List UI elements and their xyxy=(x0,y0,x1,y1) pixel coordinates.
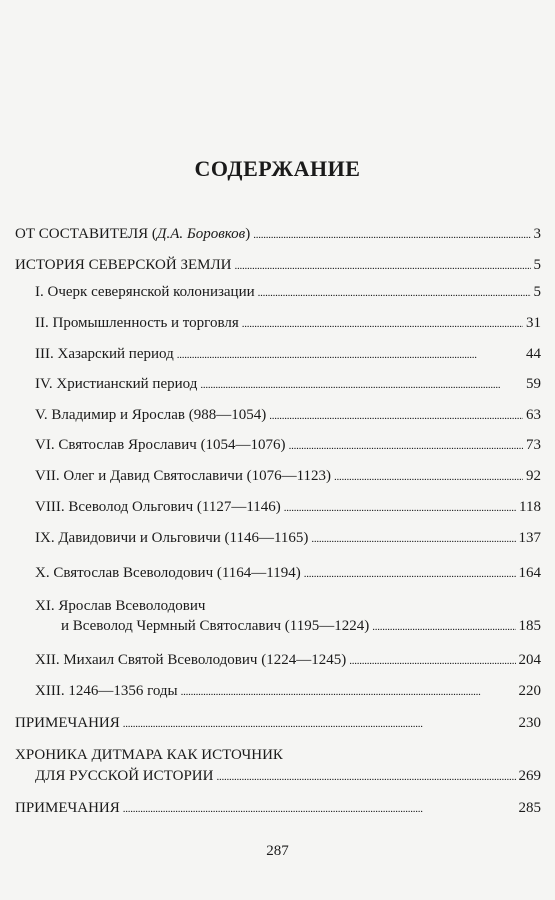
entry-label: IX. Давидовичи и Ольговичи (1146—1165) xyxy=(35,530,309,546)
author-name: Д.А. Боровков xyxy=(156,226,246,242)
page-number: 220 xyxy=(518,683,541,699)
page-number: 59 xyxy=(526,376,541,392)
entry-label: IV. Христианский период xyxy=(35,376,198,392)
page-number: 3 xyxy=(533,226,541,242)
toc-entry xyxy=(35,345,541,364)
entry-label: ДЛЯ РУССКОЙ ИСТОРИИ xyxy=(35,768,214,784)
entry-label: II. Промышленность и торговля xyxy=(35,315,239,331)
leader-dots xyxy=(349,651,515,670)
page-number: 5 xyxy=(533,257,541,273)
toc-entry xyxy=(35,375,541,394)
entry-label: ОТ СОСТАВИТЕЛЯ (Д.А. Боровков) xyxy=(15,226,251,242)
leader-dots xyxy=(177,345,523,364)
toc-entry xyxy=(61,617,541,636)
toc-entry xyxy=(35,682,541,701)
toc-entry xyxy=(15,225,541,244)
page-number: 185 xyxy=(518,618,541,634)
entry-label: VII. Олег и Давид Святославичи (1076—1123) xyxy=(35,468,332,484)
toc-entry xyxy=(35,467,541,486)
leader-dots xyxy=(372,617,515,636)
leader-dots xyxy=(311,529,515,548)
page-number: 63 xyxy=(526,407,541,423)
leader-dots xyxy=(200,375,523,394)
leader-dots xyxy=(334,467,523,486)
entry-label: III. Хазарский период xyxy=(35,346,174,362)
leader-dots xyxy=(284,498,516,517)
page-number: 164 xyxy=(518,565,541,581)
leader-dots xyxy=(258,283,531,302)
leader-dots xyxy=(242,314,523,333)
toc-entry xyxy=(35,314,541,333)
entry-label: VI. Святослав Ярославич (1054—1076) xyxy=(35,437,286,453)
leader-dots xyxy=(123,714,516,733)
entry-label: ПРИМЕЧАНИЯ xyxy=(15,715,120,731)
leader-dots xyxy=(181,682,516,701)
page-number: 285 xyxy=(518,800,541,816)
toc-entry xyxy=(35,651,541,670)
toc-entry xyxy=(15,799,541,818)
entry-label: V. Владимир и Ярослав (988—1054) xyxy=(35,407,267,423)
entry-label-first-line: XI. Ярослав Всеволодович xyxy=(35,598,206,614)
leader-dots xyxy=(235,256,531,275)
toc-entry xyxy=(35,283,541,302)
leader-dots xyxy=(269,406,523,425)
page-number: 31 xyxy=(526,315,541,331)
entry-label: VIII. Всеволод Ольгович (1127—1146) xyxy=(35,499,281,515)
page-number: 204 xyxy=(518,652,541,668)
entry-label: ИСТОРИЯ СЕВЕРСКОЙ ЗЕМЛИ xyxy=(15,257,232,273)
toc-entry xyxy=(15,256,541,275)
toc-entry xyxy=(35,406,541,425)
entry-label: X. Святослав Всеволодович (1164—1194) xyxy=(35,565,301,581)
entry-label-first-line: ХРОНИКА ДИТМАРА КАК ИСТОЧНИК xyxy=(15,747,283,763)
page-number: 73 xyxy=(526,437,541,453)
folio-page-number: 287 xyxy=(266,843,289,859)
toc-entry xyxy=(35,767,541,786)
toc-entry xyxy=(15,714,541,733)
entry-label: XIII. 1246—1356 годы xyxy=(35,683,178,699)
page-number: 118 xyxy=(519,499,541,515)
entry-label: ПРИМЕЧАНИЯ xyxy=(15,800,120,816)
entry-label: I. Очерк северянской колонизации xyxy=(35,284,255,300)
entry-label: и Всеволод Чермный Святославич (1195—1224) xyxy=(61,618,370,634)
leader-dots xyxy=(253,225,530,244)
page-title: СОДЕРЖАНИЕ xyxy=(194,156,361,181)
page-number: 269 xyxy=(518,768,541,784)
leader-dots xyxy=(289,436,523,455)
leader-dots xyxy=(304,564,516,583)
toc-entry xyxy=(35,436,541,455)
toc-entry xyxy=(35,498,541,517)
page-number: 5 xyxy=(533,284,541,300)
page-number: 92 xyxy=(526,468,541,484)
entry-label: XII. Михаил Святой Всеволодович (1224—1245) xyxy=(35,652,347,668)
leader-dots xyxy=(123,799,516,818)
page-number: 230 xyxy=(518,715,541,731)
leader-dots xyxy=(216,767,515,786)
toc-entry xyxy=(35,529,541,548)
toc-entry xyxy=(35,564,541,583)
page-number: 137 xyxy=(518,530,541,546)
page-number: 44 xyxy=(526,346,541,362)
